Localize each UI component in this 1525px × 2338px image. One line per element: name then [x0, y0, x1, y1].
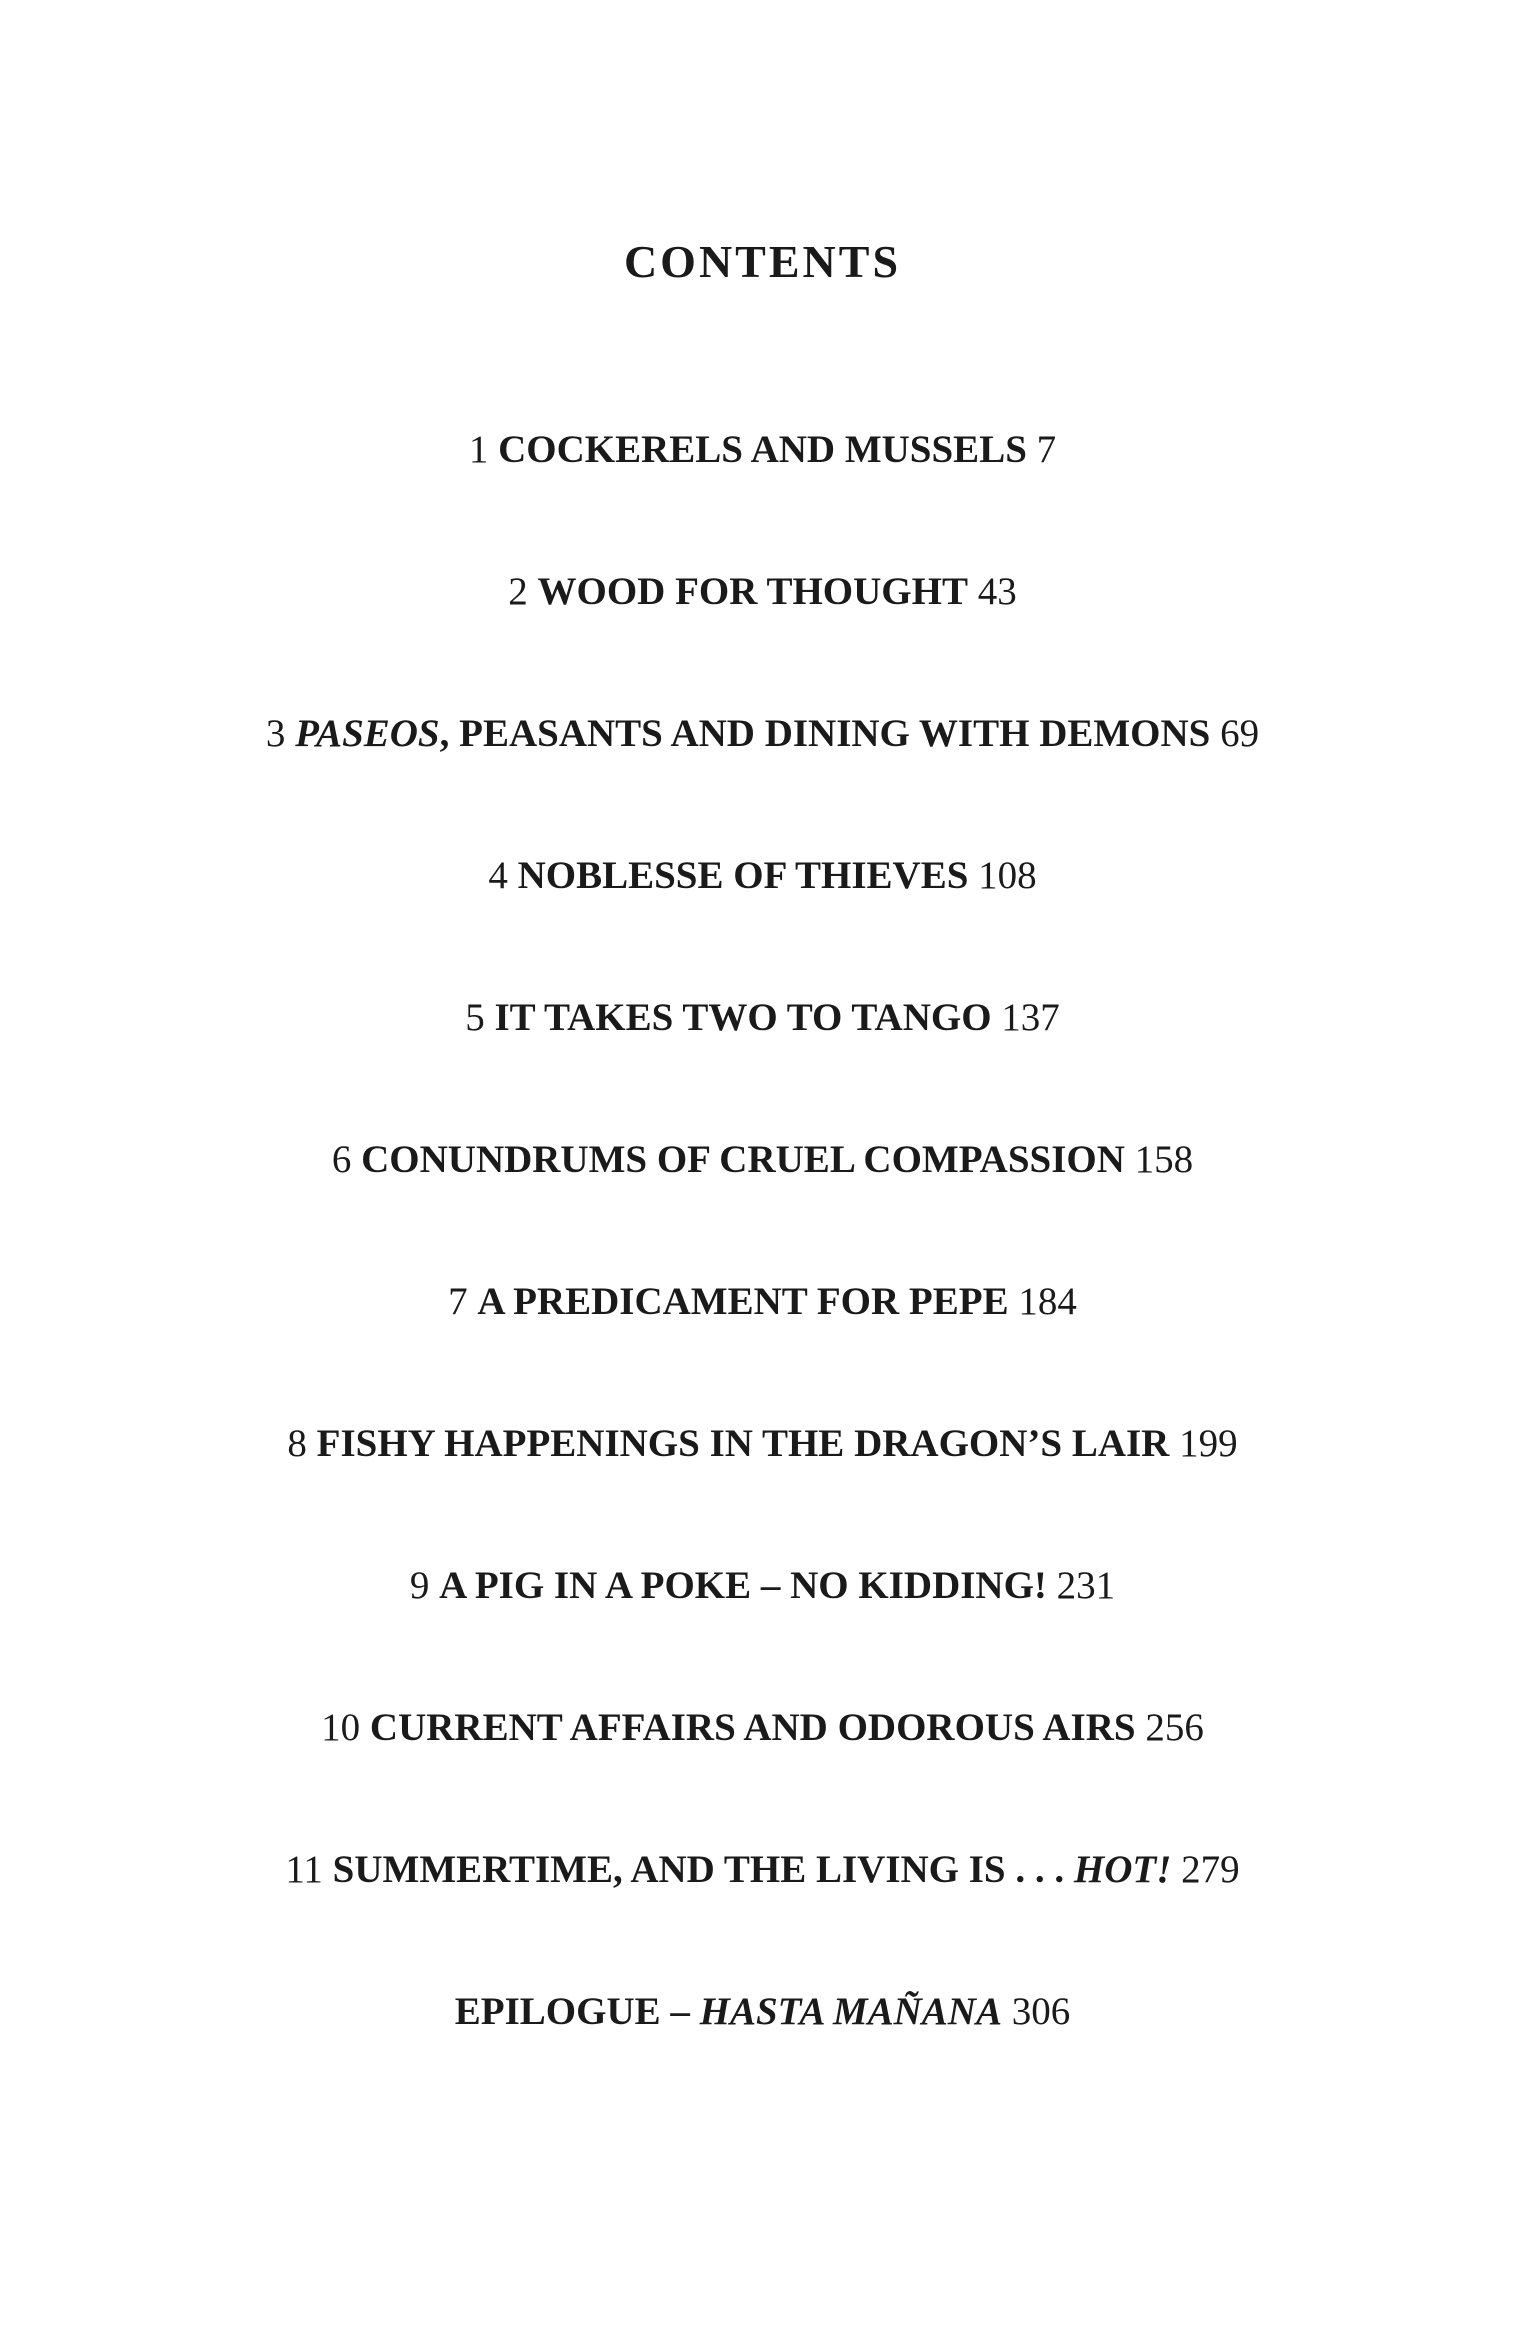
page-number: 108: [978, 854, 1037, 897]
chapter-number: 11: [285, 1848, 323, 1891]
toc-entry-4: [0, 846, 1525, 988]
page-number: 199: [1179, 1422, 1238, 1465]
page-number: 137: [1001, 996, 1060, 1039]
chapter-title: COCKERELS AND MUSSELS: [498, 428, 1027, 471]
chapter-title-italic: PASEOS: [295, 712, 440, 755]
page-number: 158: [1134, 1138, 1194, 1181]
chapter-title-rest: EPILOGUE –: [454, 1990, 700, 2033]
page-number: 69: [1220, 712, 1260, 755]
chapter-number: 10: [321, 1706, 361, 1749]
contents-heading: CONTENTS: [623, 236, 902, 287]
chapter-title-italic: HASTA MAÑANA: [699, 1990, 1002, 2033]
chapter-title: IT TAKES TWO TO TANGO: [494, 996, 992, 1039]
page-number: 43: [977, 570, 1017, 613]
chapter-title-rest: SUMMERTIME, AND THE LIVING IS . . .: [332, 1848, 1074, 1891]
toc-entry-7: [0, 1272, 1525, 1414]
page-number: 256: [1145, 1706, 1204, 1749]
page-number: 231: [1056, 1564, 1116, 1607]
toc-entry-1: [0, 420, 1525, 562]
chapter-title: A PIG IN A POKE – NO KIDDING!: [439, 1564, 1047, 1607]
chapter-number: 9: [409, 1564, 430, 1607]
chapter-number: 1: [468, 428, 489, 471]
chapter-title: CURRENT AFFAIRS AND ODOROUS AIRS: [369, 1706, 1136, 1749]
toc-entry-2: [0, 562, 1525, 704]
page-number: 184: [1018, 1280, 1077, 1323]
chapter-title: NOBLESSE OF THIEVES: [517, 854, 969, 897]
toc-entry-6: [0, 1130, 1525, 1272]
toc-entry-3: [0, 704, 1525, 846]
toc-entry-10: [0, 1698, 1525, 1840]
chapter-title: [295, 712, 1210, 755]
chapter-number: 4: [488, 854, 508, 897]
chapter-number: 8: [287, 1422, 307, 1465]
toc-entry-9: [0, 1556, 1525, 1698]
toc-entry-8: [0, 1414, 1525, 1556]
chapter-title-italic: HOT!: [1073, 1848, 1172, 1891]
chapter-number: 6: [331, 1138, 352, 1181]
chapter-title-rest: , PEASANTS AND DINING WITH DEMONS: [439, 712, 1211, 755]
chapter-title: WOOD FOR THOUGHT: [537, 570, 968, 613]
chapter-title: [455, 1990, 1002, 2033]
chapter-number: 3: [265, 712, 286, 755]
toc-entry-epilogue: [0, 1982, 1525, 2124]
chapter-title: FISHY HAPPENINGS IN THE DRAGON’S LAIR: [316, 1422, 1170, 1465]
chapter-title: A PREDICAMENT FOR PEPE: [477, 1280, 1009, 1323]
chapter-title: [333, 1848, 1172, 1891]
chapter-number: 5: [465, 996, 485, 1039]
table-of-contents: [0, 420, 1525, 2124]
toc-entry-11: [0, 1840, 1525, 1982]
chapter-number: 7: [448, 1280, 468, 1323]
page-number: 279: [1181, 1848, 1240, 1891]
page-number: 306: [1011, 1990, 1071, 2033]
page-number: 7: [1036, 428, 1057, 471]
chapter-title: CONUNDRUMS OF CRUEL COMPASSION: [361, 1138, 1125, 1181]
chapter-number: 2: [508, 570, 528, 613]
toc-entry-5: [0, 988, 1525, 1130]
